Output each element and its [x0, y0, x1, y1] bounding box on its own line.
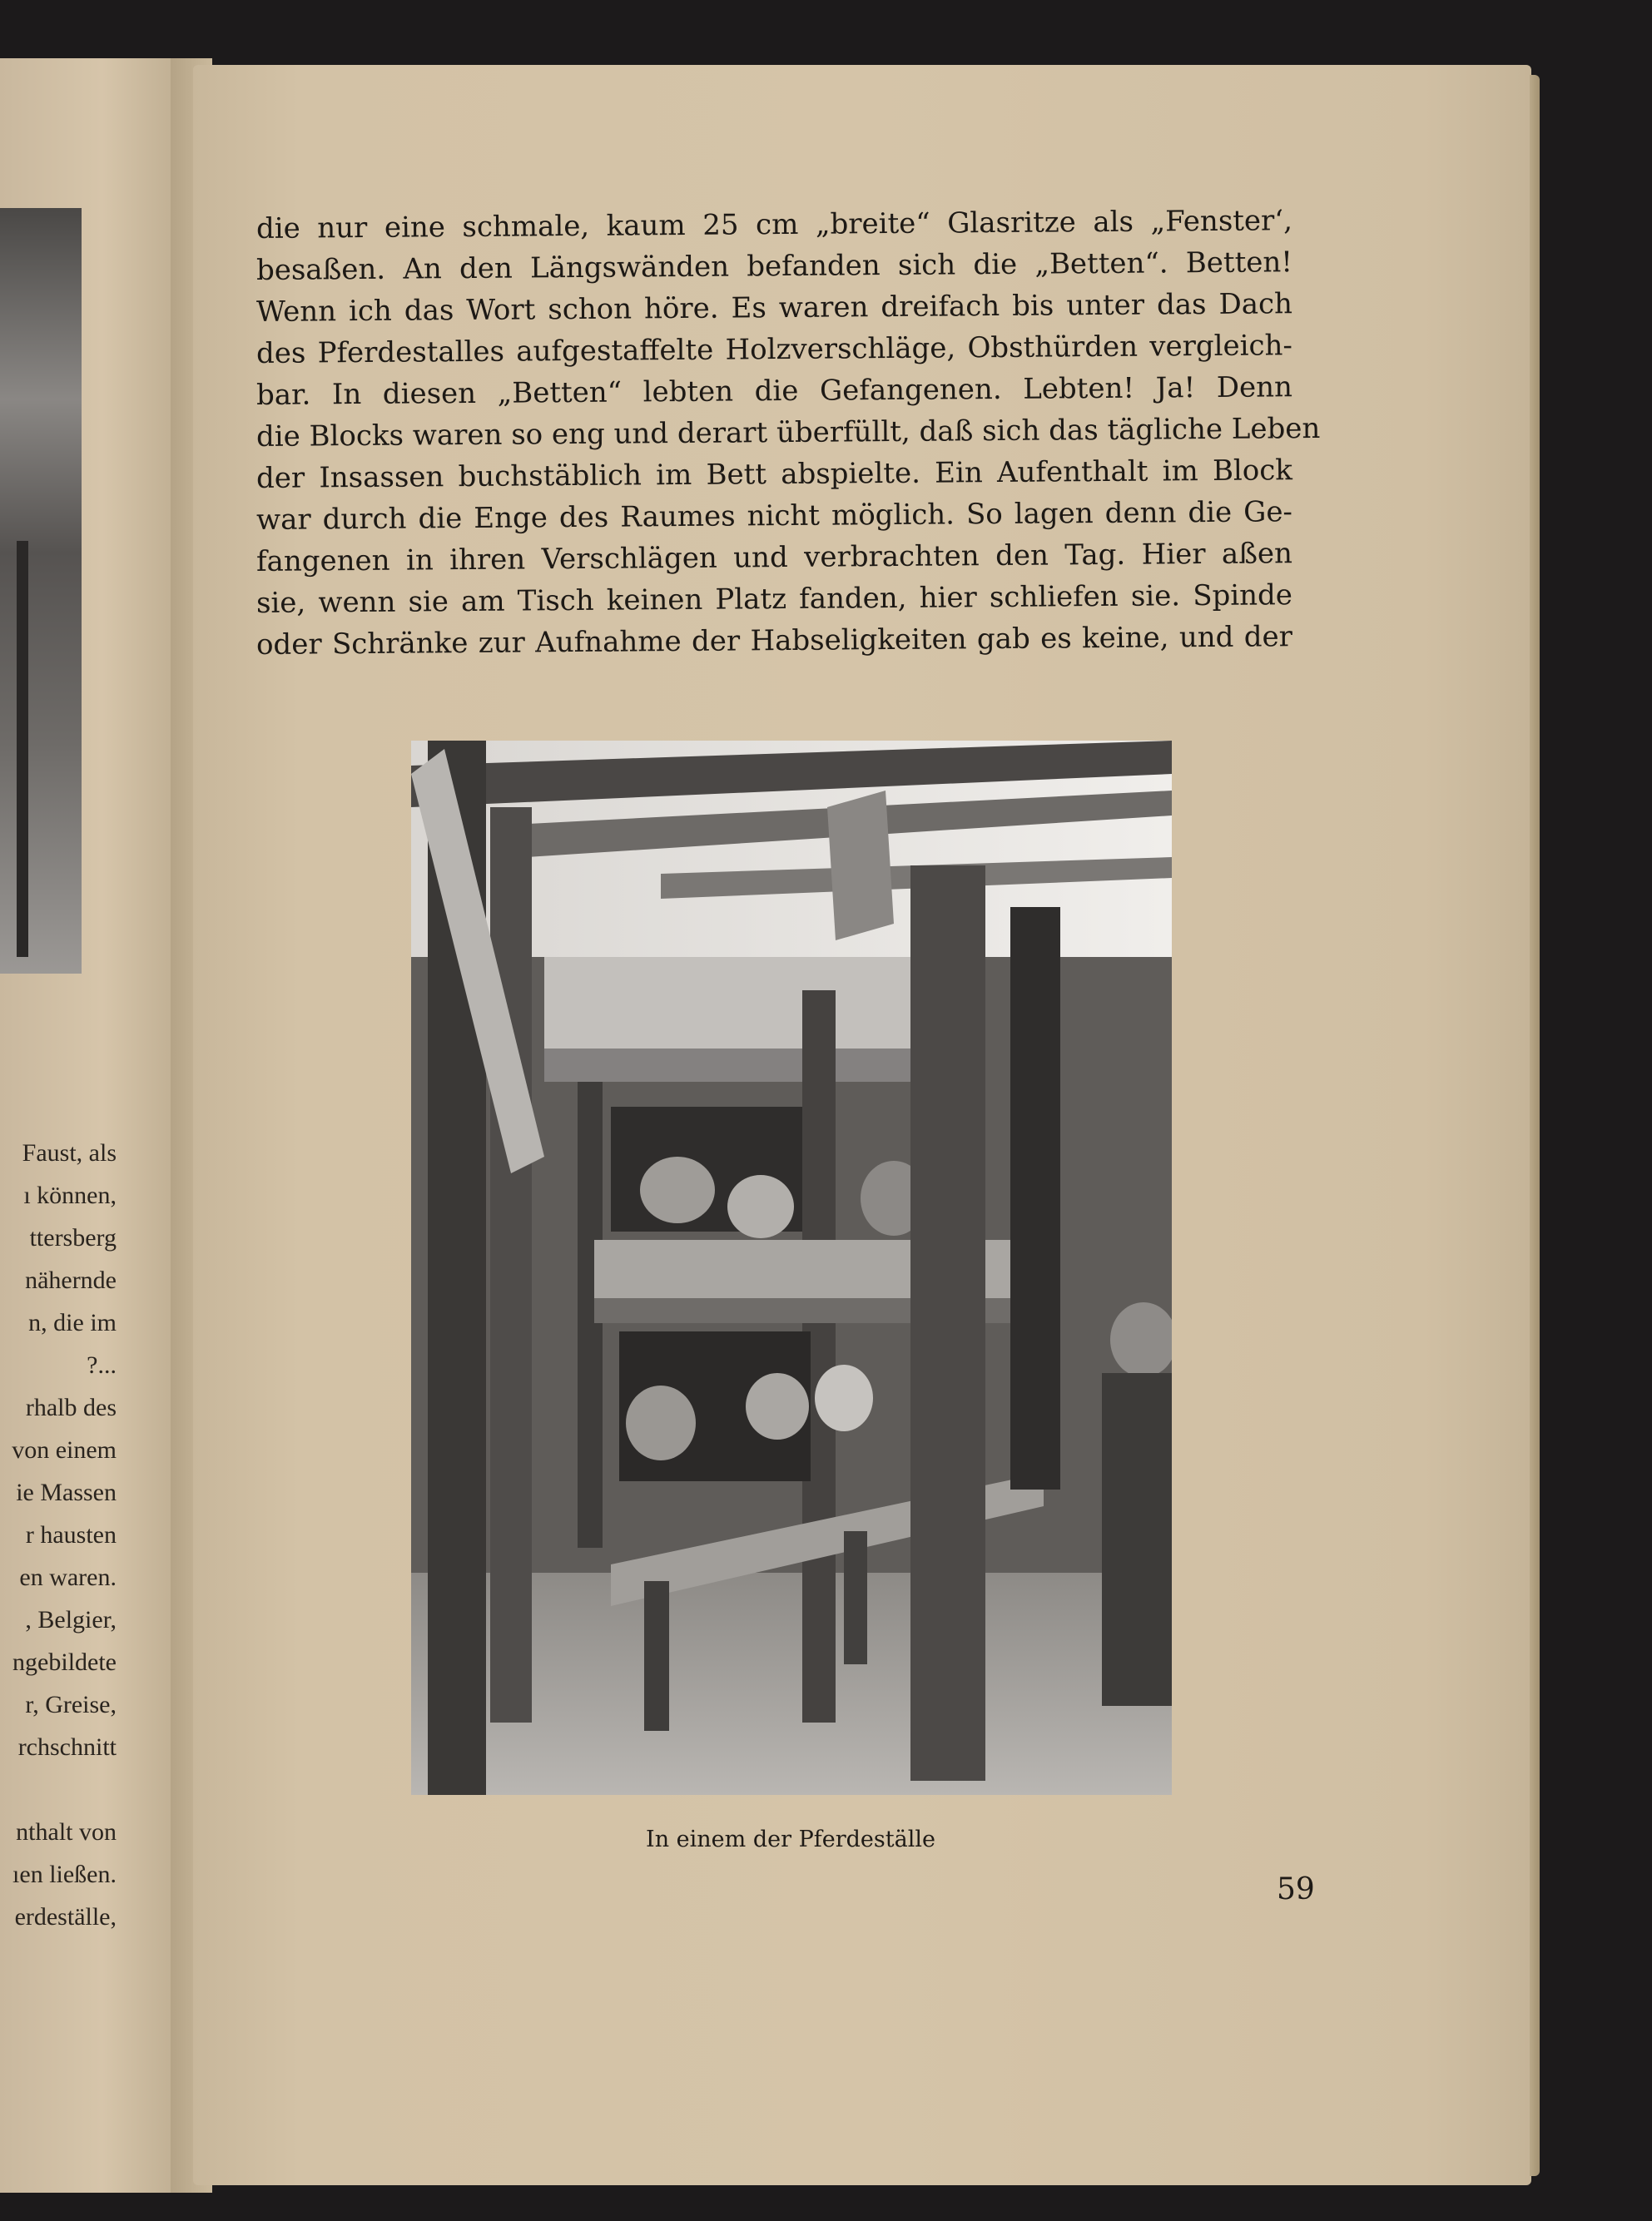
text-line: oder Schränke zur Aufnahme der Habseligkeiten gab es keine, und der: [255, 620, 1293, 662]
left-line: nthalt von: [16, 1818, 117, 1846]
left-line: ngebildete: [12, 1648, 117, 1676]
left-line: [0, 1768, 117, 1811]
left-line: nähernde: [25, 1267, 117, 1294]
left-line: ttersberg: [29, 1224, 117, 1252]
left-line: n, die im: [28, 1309, 117, 1336]
left-line: ı können,: [23, 1182, 117, 1209]
text-line: bar. In diesen „Betten“ lebten die Gefangenen. Lebten! Ja! Denn: [255, 370, 1293, 412]
left-line: rchschnitt: [17, 1733, 117, 1761]
text-line: der Insassen buchstäblich im Bett abspielte. Ein Aufenthalt im Block: [255, 454, 1293, 495]
page-edge: [1530, 75, 1540, 2176]
left-line: ?...: [87, 1351, 117, 1379]
text-line: besaßen. An den Längswänden befanden sich die „Betten“. Betten!: [255, 245, 1293, 287]
text-line: des Pferdestalles aufgestaffelte Holzverschläge, Obsthürden vergleich-: [255, 329, 1293, 370]
left-line: Faust, als: [22, 1139, 117, 1167]
left-line: r, Greise,: [25, 1691, 117, 1718]
text-line: sie, wenn sie am Tisch keinen Platz fanden, hier schliefen sie. Spinde: [255, 578, 1293, 620]
body-text: [255, 204, 1321, 666]
text-line: Wenn ich das Wort schon höre. Es waren dreifach bis unter das Dach: [255, 287, 1293, 329]
left-line: rhalb des: [25, 1394, 117, 1421]
barracks-photo: [411, 741, 1172, 1795]
page-number: 59: [1277, 1872, 1315, 1906]
left-line: erdeställe,: [14, 1903, 117, 1931]
left-page-photo-fragment: [0, 208, 82, 974]
text-line: war durch die Enge des Raumes nicht möglich. So lagen denn die Ge-: [255, 495, 1293, 537]
left-line: von einem: [12, 1436, 117, 1464]
photo-caption: In einem der Pferdeställe: [646, 1827, 935, 1852]
left-line: ıen ließen.: [12, 1861, 117, 1888]
left-page-text: [0, 1132, 117, 1938]
left-line: en waren.: [19, 1564, 117, 1591]
left-page: [0, 58, 171, 2193]
left-line: r hausten: [25, 1521, 117, 1549]
left-line: , Belgier,: [25, 1606, 117, 1634]
left-line: ie Massen: [16, 1479, 117, 1506]
text-line: fangenen in ihren Verschlägen und verbrachten den Tag. Hier aßen: [255, 537, 1293, 578]
text-line: die nur eine schmale, kaum 25 cm „breite“ Glasritze als „Fenster‘,: [255, 204, 1293, 245]
text-line: die Blocks waren so eng und derart überfüllt, daß sich das tägliche Leben: [255, 411, 1321, 454]
